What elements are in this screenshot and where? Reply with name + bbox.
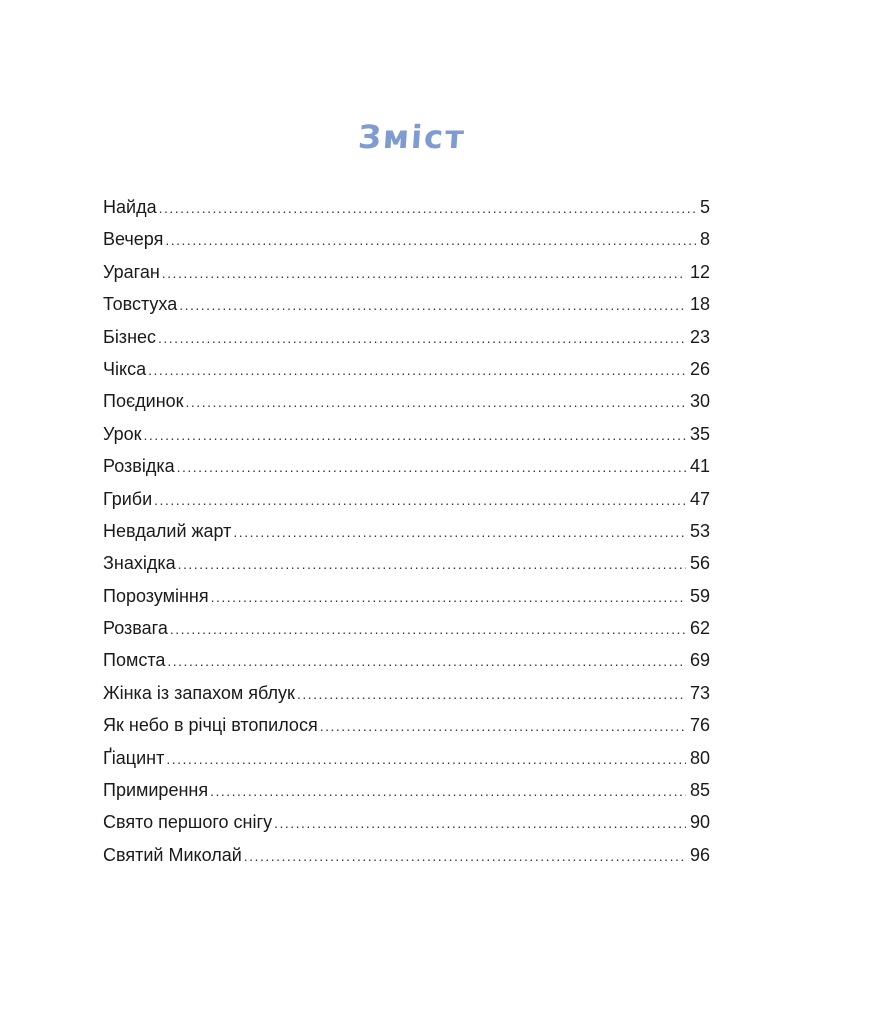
toc-page-number: 12	[689, 261, 710, 282]
toc-entry[interactable]	[103, 612, 710, 644]
toc-entry[interactable]	[103, 223, 710, 255]
toc-entry[interactable]	[103, 418, 710, 450]
toc-entry[interactable]	[103, 547, 710, 579]
toc-entry-title: Розвага	[103, 618, 168, 639]
toc-page-number: 59	[689, 585, 710, 606]
toc-entry[interactable]	[103, 839, 710, 871]
toc-page-number: 35	[689, 423, 710, 444]
toc-entry[interactable]	[103, 321, 710, 353]
toc-page-number: 62	[689, 618, 710, 639]
toc-entry-title: Товстуха	[103, 294, 178, 315]
dot-leader	[211, 581, 686, 613]
toc-entry[interactable]	[103, 644, 710, 676]
dot-leader	[158, 322, 686, 354]
dot-leader	[166, 743, 686, 775]
toc-entry-title: Гриби	[103, 488, 153, 509]
toc-page-number: 5	[699, 197, 710, 217]
toc-entry-title: Чікса	[103, 358, 147, 379]
toc-page-number: 56	[689, 553, 710, 574]
toc-page-number: 69	[689, 650, 710, 671]
toc-page-number: 80	[689, 747, 710, 768]
dot-leader	[179, 289, 686, 321]
dot-leader	[144, 419, 686, 451]
toc-entry-title: Поєдинок	[103, 391, 184, 412]
toc-entry-title: Помста	[103, 650, 166, 671]
dot-leader	[167, 645, 686, 677]
toc-page-number: 30	[689, 391, 710, 412]
toc-entry-title: Як небо в річці втопилося	[103, 715, 318, 736]
dot-leader	[177, 451, 686, 483]
page-title: Зміст	[356, 118, 468, 156]
toc-entry-title: Бізнес	[103, 326, 157, 347]
toc-entry-title: Свято першого снігу	[103, 812, 273, 833]
dot-leader	[159, 192, 696, 224]
toc-entry[interactable]	[103, 256, 710, 288]
toc-entry[interactable]	[103, 742, 710, 774]
toc-page-number: 23	[689, 326, 710, 347]
dot-leader	[320, 710, 686, 742]
toc-entry-title: Жінка із запахом яблук	[103, 682, 295, 703]
dot-leader	[274, 807, 686, 839]
dot-leader	[178, 548, 686, 580]
toc-entry-title: Порозуміння	[103, 585, 209, 606]
toc-entry[interactable]	[103, 806, 710, 838]
dot-leader	[297, 678, 686, 710]
toc-entry-title: Ураган	[103, 261, 160, 282]
dot-leader	[154, 484, 686, 516]
toc-page-number: 8	[699, 229, 710, 250]
toc-page-number: 18	[689, 294, 710, 315]
toc-entry[interactable]	[103, 709, 710, 741]
toc-entry-title: Знахідка	[103, 553, 176, 574]
toc-entry[interactable]	[103, 580, 710, 612]
toc-entry-title: Невдалий жарт	[103, 520, 232, 541]
toc-page-number: 41	[689, 456, 710, 477]
toc-entry[interactable]	[103, 450, 710, 482]
toc-page-number: 53	[689, 520, 710, 541]
toc-entry[interactable]	[103, 191, 710, 223]
toc-entry-title: Святий Миколай	[103, 844, 242, 865]
toc-page-number: 73	[689, 682, 710, 703]
toc-entry[interactable]	[103, 515, 710, 547]
table-of-contents	[103, 191, 710, 871]
toc-entry[interactable]	[103, 353, 710, 385]
dot-leader	[170, 613, 686, 645]
toc-page-number: 26	[689, 358, 710, 379]
toc-page-number: 85	[689, 780, 710, 801]
dot-leader	[233, 516, 686, 548]
dot-leader	[162, 257, 686, 289]
toc-entry[interactable]	[103, 677, 710, 709]
dot-leader	[210, 775, 686, 807]
dot-leader	[244, 840, 686, 872]
toc-entry-title: Урок	[103, 423, 142, 444]
toc-entry-title: Вечеря	[103, 229, 164, 250]
dot-leader	[148, 354, 686, 386]
toc-page-number: 96	[689, 844, 710, 865]
toc-page-number: 76	[689, 715, 710, 736]
toc-entry-title: Найда	[103, 197, 157, 217]
dot-leader	[186, 386, 686, 418]
toc-page-number: 90	[689, 812, 710, 833]
toc-entry-title: Розвідка	[103, 456, 175, 477]
toc-entry-title: Ґіацинт	[103, 747, 165, 768]
dot-leader	[165, 224, 696, 256]
toc-entry[interactable]	[103, 774, 710, 806]
toc-entry[interactable]	[103, 483, 710, 515]
toc-entry[interactable]	[103, 385, 710, 417]
toc-entry[interactable]	[103, 288, 710, 320]
toc-page-number: 47	[689, 488, 710, 509]
toc-entry-title: Примирення	[103, 780, 209, 801]
